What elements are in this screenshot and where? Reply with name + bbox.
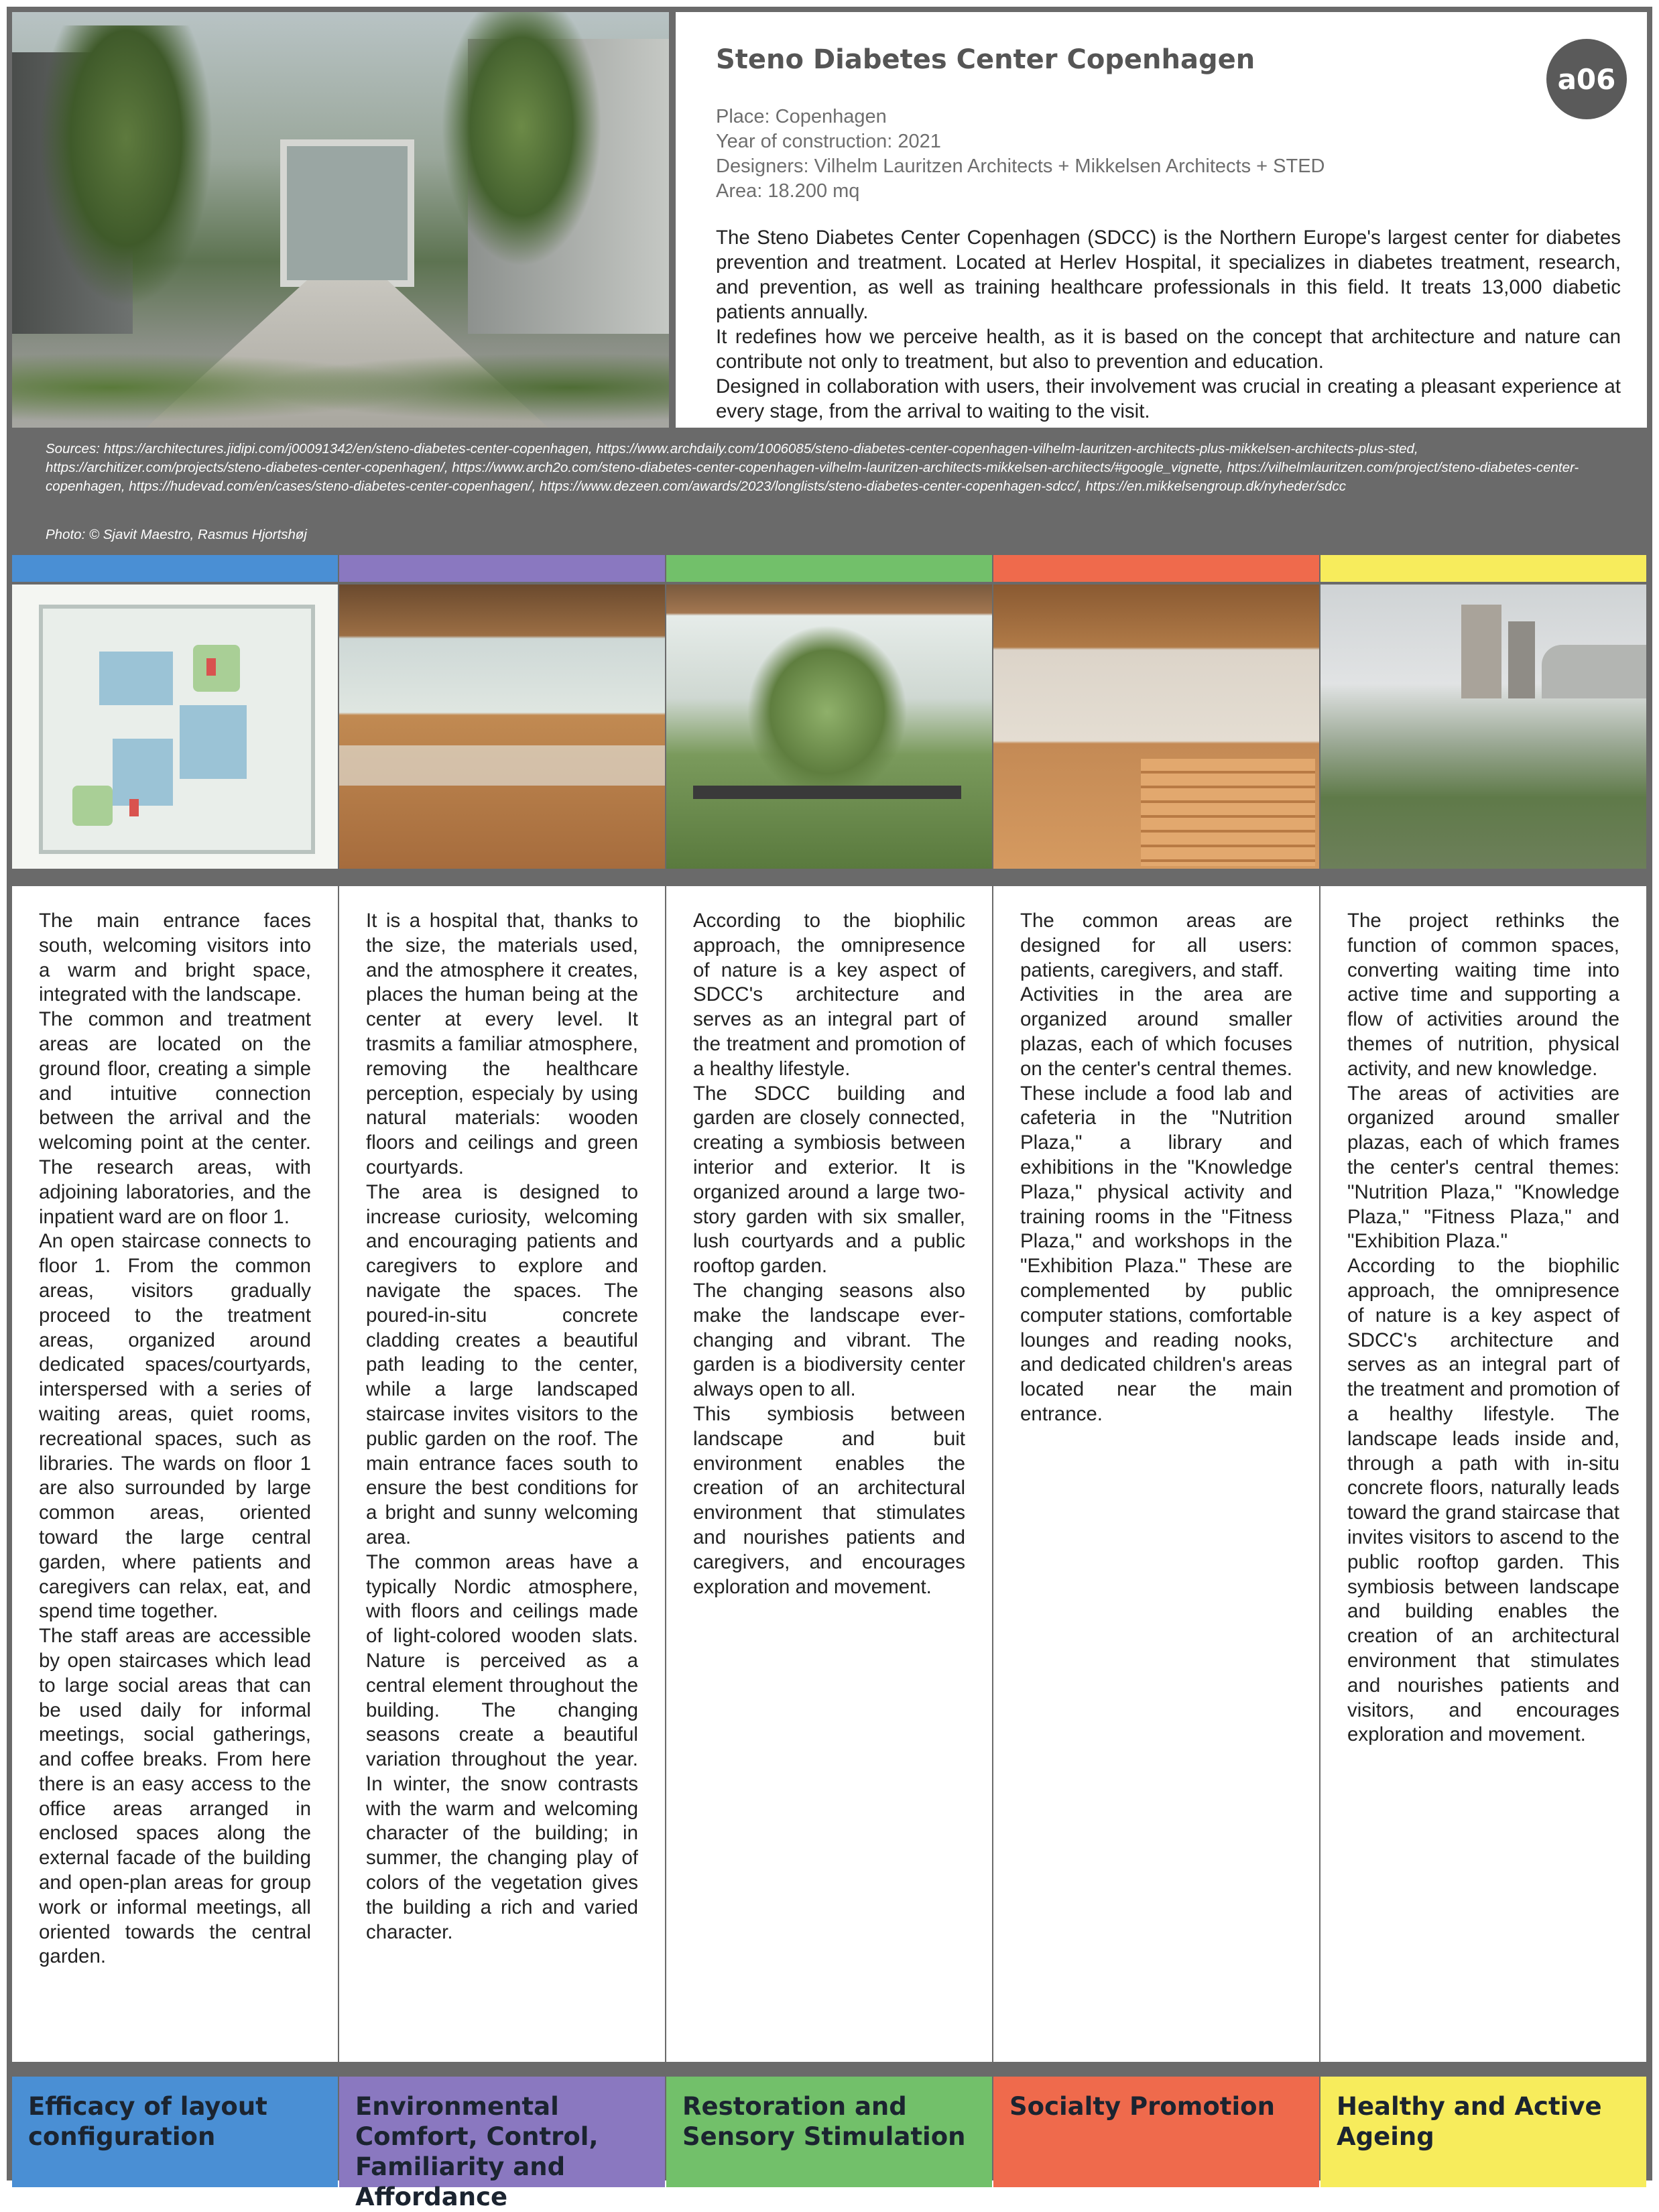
hero-photo xyxy=(12,12,669,428)
plan-marker xyxy=(129,799,139,816)
column-paragraph: The main entrance faces south, welcoming visitors into a warm and bright space, integrated with the landscape. xyxy=(39,910,311,1006)
column-paragraph: It is a hospital that, thanks to the size, the materials used, and the atmosphere it creates, places the human being at the center at every level. It trasmits a familiar atmosphere, removing the healthcare perception, especialy by using natural materials: wooden floors and ceilings and green courtyards. xyxy=(366,910,638,1178)
column-text xyxy=(1320,886,1646,2062)
plan-courtyard xyxy=(113,739,173,806)
garden-tree xyxy=(747,625,908,799)
description-paragraph: It redefines how we perceive health, as it is based on the concept that architecture and nature can contribute not only to treatment, but also to prevention and education. xyxy=(716,326,1621,373)
column-label: Socialty Promotion xyxy=(993,2077,1319,2187)
project-title: Steno Diabetes Center Copenhagen xyxy=(716,44,1255,75)
column-text xyxy=(993,886,1319,2062)
lobby-glass-railing xyxy=(339,745,665,786)
column-label: Efficacy of layout configuration xyxy=(12,2077,338,2187)
photo-credit: Photo: © Sjavit Maestro, Rasmus Hjortshøj xyxy=(46,527,307,542)
column-color-bar xyxy=(12,555,338,582)
rooftop-building xyxy=(1542,645,1646,698)
meta-area: Area: 18.200 mq xyxy=(716,180,860,202)
column-color-bar xyxy=(339,555,665,582)
column-text xyxy=(339,886,665,2062)
column-paragraph: The common and treatment areas are located on the ground floor, creating a simple and intuitive connection between the arrival and the welcoming point at the center. The research areas, with adjoining laboratories, and the inpatient ward are on floor 1. xyxy=(39,1008,311,1228)
column-paragraph: The common areas have a typically Nordic atmosphere, with floors and ceilings made of light-colored wooden slats. Nature is perceived as a central element throughout the building. The changing seasons create a beautiful variation throughout the year. In winter, the snow contrasts with the warm and welcoming character of the building; in summer, the changing play of colors of the vegetation gives the building a rich and varied character. xyxy=(366,1550,638,1943)
column-label: Environmental Comfort, Control, Familiarity and Affordance xyxy=(339,2077,665,2187)
atrium-image xyxy=(993,585,1319,869)
garden-image xyxy=(666,585,992,869)
column-paragraph: This symbiosis between landscape and buit environment enables the creation of an architectural environment that stimulates and nourishes patients and caregivers, and encourages exploration and movement. xyxy=(693,1402,965,1598)
rooftop-tower xyxy=(1508,621,1535,698)
hero-trees-right xyxy=(441,12,602,267)
meta-place: Place: Copenhagen xyxy=(716,106,887,127)
description-paragraph: The Steno Diabetes Center Copenhagen (SDCC) is the Northern Europe's largest center for diabetes prevention and treatment. Located at Herlev Hospital, it specializes in diabetes treatment, research, and prevention, as well as training healthcare professionals in this field. It treats 13,000 diabetic patients annually. xyxy=(716,227,1621,323)
project-meta xyxy=(716,105,1325,204)
rooftop-tower xyxy=(1461,605,1501,698)
hero-planting xyxy=(12,327,669,428)
plan-marker xyxy=(206,658,216,676)
hero-entrance xyxy=(280,139,414,287)
column-paragraph: The changing seasons also make the landscape ever-changing and vibrant. The garden is a biodiversity center always open to all. xyxy=(693,1279,965,1401)
hero-trees-left xyxy=(39,25,213,307)
column-text xyxy=(666,886,992,2062)
plan-courtyard xyxy=(99,652,173,705)
column-paragraph: According to the biophilic approach, the omnipresence of nature is a key aspect of SDCC's architecture and serves as an integral part of the treatment and promotion of a healthy lifestyle. The landscape leads inside and, through a path with in-situ concrete floors, naturally leads toward the grand staircase that invites visitors to ascend to the public rooftop garden. This symbiosis between landscape and building enables the creation of an architectural environment that stimulates and nourishes patients and visitors, and encourages exploration and movement. xyxy=(1347,1255,1619,1746)
column-paragraph: The area is designed to increase curiosity, welcoming and encouraging patients and caregivers to explore and navigate the spaces. The poured-in-situ concrete cladding creates a beautiful path leading to the center, while a large landscaped staircase invites visitors to the public garden on the roof. The main entrance faces south to ensure the best conditions for a bright and sunny welcoming area. xyxy=(366,1180,638,1548)
column-color-bar xyxy=(1320,555,1646,582)
column-label: Healthy and Active Ageing xyxy=(1320,2077,1646,2187)
lobby-image xyxy=(339,585,665,869)
column-paragraph: According to the biophilic approach, the omnipresence of nature is a key aspect of SDCC's architecture and serves as an integral part of the treatment and promotion of a healthy lifestyle. xyxy=(693,910,965,1080)
column-color-bar xyxy=(993,555,1319,582)
sources-band xyxy=(12,433,1647,548)
meta-designers: Designers: Vilhelm Lauritzen Architects + Mikkelsen Architects + STED xyxy=(716,156,1325,177)
column-paragraph: The areas of activities are organized around smaller plazas, each of which frames the center's central themes: "Nutrition Plaza," "Knowledge Plaza," "Fitness Plaza," and "Exhibition Plaza." xyxy=(1347,1082,1619,1253)
garden-table xyxy=(693,786,961,799)
floor-plan-image xyxy=(12,585,338,869)
column-paragraph: The SDCC building and garden are closely connected, creating a symbiosis between interior and exterior. It is organized around a large two-story garden with six smaller, lush courtyards and a public rooftop garden. xyxy=(693,1082,965,1278)
project-sheet xyxy=(7,7,1652,2211)
atrium-staircase xyxy=(1141,759,1315,866)
column-label: Restoration and Sensory Stimulation xyxy=(666,2077,992,2187)
column-text xyxy=(12,886,338,2062)
column-paragraph: Activities in the area are organized around smaller plazas, each of which focuses on the center's central themes. These include a food lab and cafeteria in the "Nutrition Plaza," a library and exhibitions in the "Knowledge Plaza," physical activity and training rooms in the "Fitness Plaza," and workshops in the "Exhibition Plaza." These are complemented by public computer stations, comfortable lounges and reading nooks, and dedicated children's areas located near the main entrance. xyxy=(1020,983,1292,1425)
column-paragraph: The common areas are designed for all users: patients, caregivers, and staff. xyxy=(1020,910,1292,981)
plan-garden xyxy=(72,786,113,826)
project-info-panel xyxy=(676,12,1647,428)
column-paragraph: The staff areas are accessible by open staircases which lead to large social areas that can be used daily for informal meetings, social gatherings, and coffee breaks. From here there is an easy access to the office areas arranged in enclosed spaces along the external facade of the building and open-plan areas for group work or informal meetings, all oriented towards the central garden. xyxy=(39,1625,311,1968)
column-color-bar xyxy=(666,555,992,582)
meta-year: Year of construction: 2021 xyxy=(716,131,941,152)
column-paragraph: The project rethinks the function of common spaces, converting waiting time into active time and supporting a flow of activities around the themes of nutrition, physical activity, and new knowledge. xyxy=(1347,910,1619,1080)
rooftop-image xyxy=(1320,585,1646,869)
plan-garden xyxy=(193,645,240,692)
sources-text: Sources: https://architectures.jidipi.com/j00091342/en/steno-diabetes-center-copenhagen, https://www.archdaily.com/1006085/steno-diabetes-center-copenhagen-vilhelm-lauritzen-architects-plus-mikkelsen-architects-plus-sted, https://architizer.com/projects/steno-diabetes-center-copenhagen/, https://www.arch2o.com/steno-diabetes-center-copenhagen-vilhelm-lauritzen-architects-mikkelsen-architects/#google_vignette, https://vilhelmlauritzen.com/project/steno-diabetes-center-copenhagen, https://hudevad.com/en/cases/steno-diabetes-center-copenhagen/, https://www.dezeen.com/awards/2023/longlists/steno-diabetes-center-copenhagen-sdcc/, https://en.mikkelsengroup.dk/nyheder/sdcc xyxy=(46,441,1579,494)
project-code-badge: a06 xyxy=(1546,39,1627,119)
description-paragraph: Designed in collaboration with users, their involvement was crucial in creating a pleasant experience at every stage, from the arrival to waiting to the visit. xyxy=(716,375,1621,422)
plan-courtyard xyxy=(180,705,247,779)
project-description xyxy=(716,225,1621,424)
column-paragraph: An open staircase connects to floor 1. From the common areas, visitors gradually proceed to the treatment areas, organized around dedicated spaces/courtyards, interspersed with a series of waiting areas, quiet rooms, recreational spaces, such as libraries. The wards on floor 1 are also surrounded by large common areas, oriented toward the large central garden, where patients and caregivers can relax, eat, and spend time together. xyxy=(39,1230,311,1623)
